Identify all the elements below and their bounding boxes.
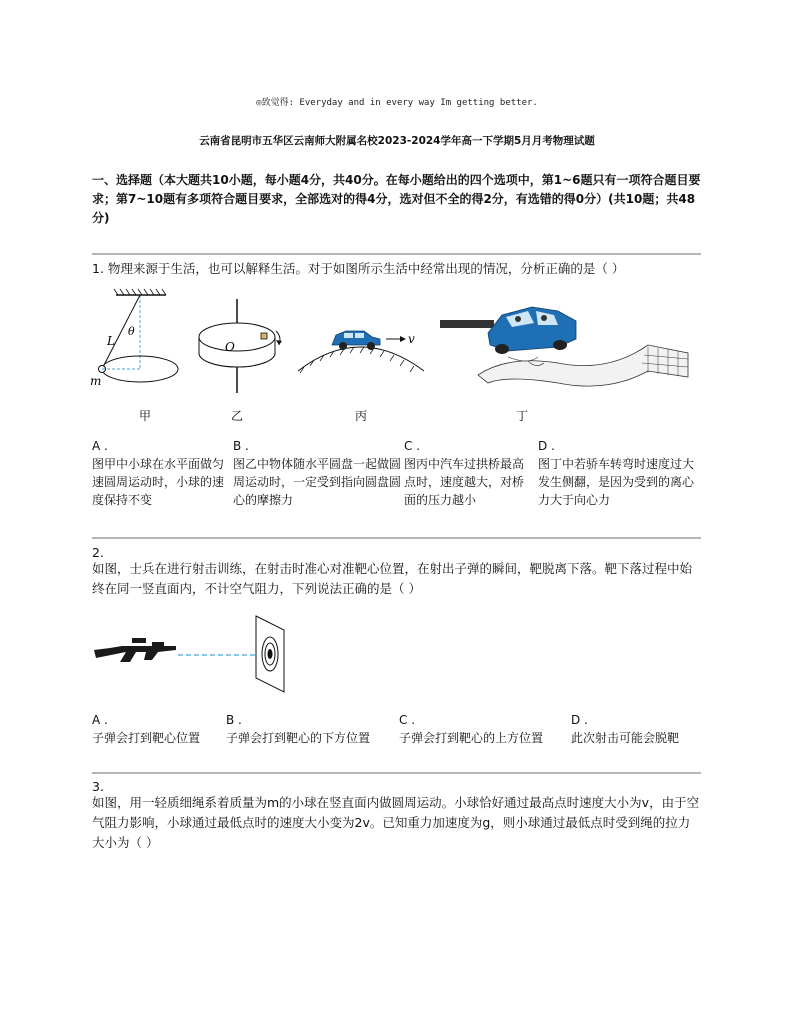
motto-line: ◎致觉得: Everyday and in every way Im getting better.	[256, 98, 538, 108]
option-label: A .	[92, 713, 108, 727]
question-2-number: 2.	[92, 545, 104, 560]
caption-yi: 乙	[230, 409, 243, 423]
option-text: 图乙中物体随水平圆盘一起做圆周运动时，一定受到指向圆盘圆心的摩擦力	[233, 457, 402, 507]
label-v: v	[408, 332, 415, 346]
question-1-text: 1. 物理来源于生活，也可以解释生活。对于如图所示生活中经常出现的情况，分析正确的是（ ）	[92, 261, 625, 276]
option-label: D .	[538, 439, 555, 453]
label-O: O	[225, 340, 235, 354]
label-theta: θ	[128, 325, 135, 338]
target-icon	[256, 616, 284, 692]
option-label: A .	[92, 439, 108, 453]
option-2-c[interactable]	[399, 711, 569, 747]
option-label: B .	[226, 713, 242, 727]
option-1-b[interactable]	[233, 437, 401, 509]
rifle-icon	[94, 638, 176, 662]
figure-ding	[440, 307, 688, 386]
option-text: 图丙中汽车过拱桥最高点时，速度越大，对桥面的压力越小	[404, 457, 525, 507]
option-text: 子弹会打到靶心的下方位置	[226, 731, 371, 745]
label-L: L	[107, 334, 115, 348]
question-3-number: 3.	[92, 779, 104, 794]
caption-bing: 丙	[354, 409, 367, 423]
exam-title: 云南省昆明市五华区云南师大附属名校2023-2024学年高一下学期5月月考物理试题	[199, 135, 595, 147]
option-label: D .	[571, 713, 588, 727]
option-1-c[interactable]	[404, 437, 532, 509]
question-3-text: 如图，用一轻质细绳系着质量为m的小球在竖直面内做圆周运动。小球恰好通过最高点时速度大小为v，由于空气阻力影响，小球通过最低点时的速度大小变为2v。已知重力加速度为g，则小球通过最低点时受到绳的拉力大小为（ ）	[92, 795, 700, 850]
option-label: C .	[404, 439, 421, 453]
caption-ding: 丁	[515, 409, 528, 423]
divider	[92, 253, 701, 255]
divider	[92, 772, 701, 774]
option-text: 子弹会打到靶心位置	[92, 731, 201, 745]
figure-yi	[199, 299, 282, 393]
option-1-d[interactable]	[538, 437, 694, 509]
figure-bing	[298, 331, 424, 373]
divider	[92, 537, 701, 539]
section-heading: 一、选择题（本大题共10小题，每小题4分，共40分。在每小题给出的四个选项中，第1~6题只有一项符合题目要求；第7~10题有多项符合题目要求，全部选对的得4分，选对但不全的得2分，有选错的得0分）(共10题；共48分)	[92, 173, 701, 225]
option-1-a[interactable]	[92, 437, 232, 509]
option-label: C .	[399, 713, 416, 727]
question-1-figure	[88, 285, 708, 425]
option-text: 此次射击可能会脱靶	[571, 731, 680, 745]
option-2-a[interactable]	[92, 711, 224, 747]
option-text: 图甲中小球在水平面做匀速圆周运动时，小球的速度保持不变	[92, 457, 225, 507]
question-2-figure	[92, 610, 302, 696]
caption-jia: 甲	[138, 409, 151, 423]
option-label: B .	[233, 439, 249, 453]
label-m: m	[90, 374, 102, 388]
figure-jia	[90, 289, 178, 388]
option-text: 子弹会打到靶心的上方位置	[399, 731, 544, 745]
option-2-b[interactable]	[226, 711, 396, 747]
option-2-d[interactable]	[571, 711, 703, 747]
question-2-text: 如图，士兵在进行射击训练，在射击时准心对准靶心位置，在射出子弹的瞬间，靶脱离下落。靶下落过程中始终在同一竖直面内，不计空气阻力，下列说法正确的是（ ）	[92, 561, 693, 596]
option-text: 图丁中若骄车转弯时速度过大发生侧翻，是因为受到的离心力大于向心力	[538, 457, 695, 507]
